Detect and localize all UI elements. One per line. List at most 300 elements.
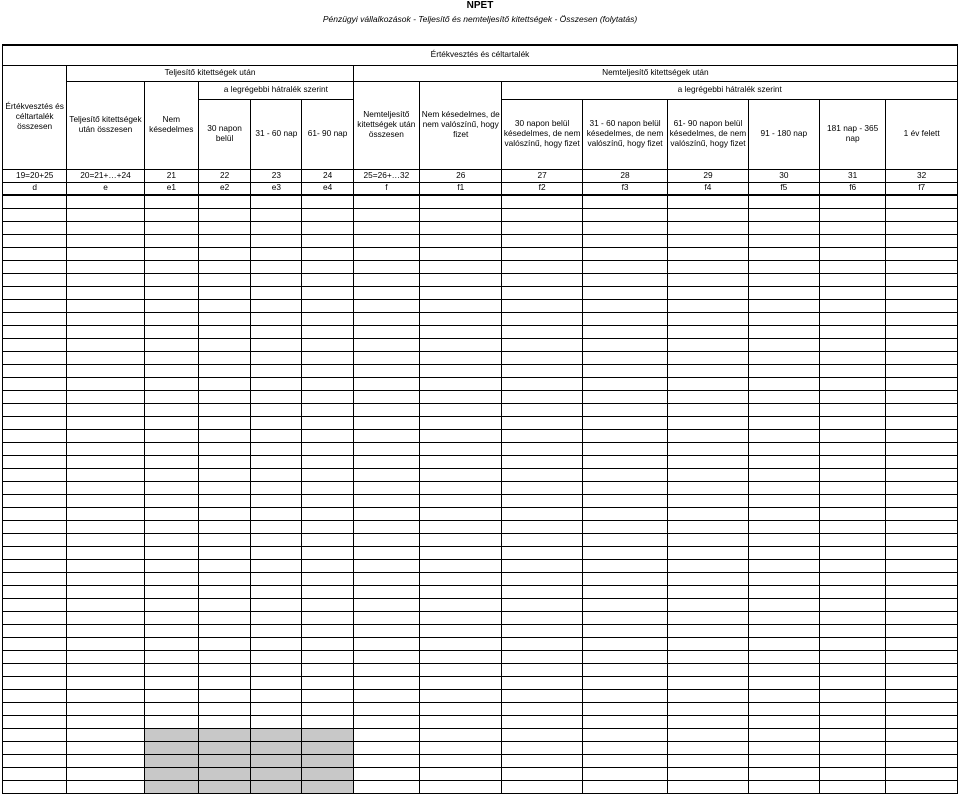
- table-cell[interactable]: [886, 443, 958, 456]
- table-cell[interactable]: [668, 573, 748, 586]
- table-cell[interactable]: [502, 690, 582, 703]
- table-cell[interactable]: [251, 768, 302, 781]
- table-cell[interactable]: [198, 287, 250, 300]
- table-cell[interactable]: [302, 495, 353, 508]
- table-cell[interactable]: [67, 365, 144, 378]
- table-cell[interactable]: [144, 703, 198, 716]
- table-cell[interactable]: [144, 391, 198, 404]
- table-cell[interactable]: [67, 677, 144, 690]
- table-cell[interactable]: [886, 586, 958, 599]
- table-cell[interactable]: [144, 365, 198, 378]
- table-cell[interactable]: [67, 573, 144, 586]
- table-cell[interactable]: [144, 677, 198, 690]
- table-cell[interactable]: [502, 365, 582, 378]
- table-cell[interactable]: [3, 195, 67, 209]
- table-cell[interactable]: [582, 248, 667, 261]
- table-cell[interactable]: [353, 573, 419, 586]
- table-cell[interactable]: [748, 300, 819, 313]
- table-cell[interactable]: [420, 443, 502, 456]
- table-cell[interactable]: [67, 651, 144, 664]
- table-cell[interactable]: [582, 430, 667, 443]
- table-cell[interactable]: [886, 404, 958, 417]
- table-cell[interactable]: [353, 638, 419, 651]
- table-cell[interactable]: [302, 651, 353, 664]
- table-cell[interactable]: [820, 456, 886, 469]
- table-cell[interactable]: [820, 560, 886, 573]
- table-cell[interactable]: [302, 404, 353, 417]
- table-cell[interactable]: [668, 287, 748, 300]
- table-cell[interactable]: [748, 287, 819, 300]
- table-cell[interactable]: [353, 300, 419, 313]
- table-cell[interactable]: [3, 391, 67, 404]
- table-cell[interactable]: [748, 482, 819, 495]
- table-cell[interactable]: [198, 495, 250, 508]
- table-cell[interactable]: [748, 391, 819, 404]
- table-cell[interactable]: [420, 664, 502, 677]
- table-cell[interactable]: [748, 456, 819, 469]
- table-cell[interactable]: [582, 195, 667, 209]
- table-cell[interactable]: [668, 417, 748, 430]
- table-cell[interactable]: [67, 404, 144, 417]
- table-cell[interactable]: [302, 482, 353, 495]
- table-cell[interactable]: [353, 690, 419, 703]
- table-cell[interactable]: [748, 742, 819, 755]
- table-cell[interactable]: [886, 612, 958, 625]
- table-cell[interactable]: [67, 742, 144, 755]
- table-cell[interactable]: [198, 573, 250, 586]
- table-cell[interactable]: [3, 625, 67, 638]
- table-cell[interactable]: [67, 482, 144, 495]
- table-cell[interactable]: [251, 482, 302, 495]
- table-cell[interactable]: [144, 469, 198, 482]
- table-cell[interactable]: [420, 690, 502, 703]
- table-cell[interactable]: [302, 508, 353, 521]
- table-cell[interactable]: [353, 378, 419, 391]
- table-cell[interactable]: [502, 378, 582, 391]
- table-cell[interactable]: [353, 287, 419, 300]
- table-cell[interactable]: [502, 742, 582, 755]
- table-cell[interactable]: [353, 235, 419, 248]
- table-cell[interactable]: [302, 703, 353, 716]
- table-cell[interactable]: [198, 768, 250, 781]
- table-cell[interactable]: [67, 586, 144, 599]
- table-cell[interactable]: [582, 547, 667, 560]
- table-cell[interactable]: [748, 195, 819, 209]
- table-cell[interactable]: [67, 508, 144, 521]
- table-cell[interactable]: [144, 326, 198, 339]
- table-cell[interactable]: [3, 547, 67, 560]
- table-cell[interactable]: [144, 235, 198, 248]
- table-cell[interactable]: [144, 664, 198, 677]
- table-cell[interactable]: [198, 742, 250, 755]
- table-cell[interactable]: [668, 195, 748, 209]
- table-cell[interactable]: [502, 195, 582, 209]
- table-cell[interactable]: [144, 222, 198, 235]
- table-cell[interactable]: [820, 664, 886, 677]
- table-cell[interactable]: [198, 443, 250, 456]
- table-cell[interactable]: [67, 209, 144, 222]
- table-cell[interactable]: [582, 638, 667, 651]
- table-cell[interactable]: [820, 495, 886, 508]
- table-cell[interactable]: [820, 638, 886, 651]
- table-cell[interactable]: [251, 755, 302, 768]
- table-cell[interactable]: [668, 378, 748, 391]
- table-cell[interactable]: [144, 742, 198, 755]
- table-cell[interactable]: [353, 365, 419, 378]
- table-cell[interactable]: [198, 560, 250, 573]
- table-cell[interactable]: [886, 547, 958, 560]
- table-cell[interactable]: [420, 547, 502, 560]
- table-cell[interactable]: [3, 573, 67, 586]
- table-cell[interactable]: [198, 729, 250, 742]
- table-cell[interactable]: [582, 482, 667, 495]
- table-cell[interactable]: [582, 417, 667, 430]
- table-cell[interactable]: [886, 599, 958, 612]
- table-cell[interactable]: [668, 508, 748, 521]
- table-cell[interactable]: [582, 209, 667, 222]
- table-cell[interactable]: [198, 339, 250, 352]
- table-cell[interactable]: [748, 664, 819, 677]
- table-cell[interactable]: [251, 352, 302, 365]
- table-cell[interactable]: [820, 586, 886, 599]
- table-cell[interactable]: [251, 612, 302, 625]
- table-cell[interactable]: [886, 365, 958, 378]
- table-cell[interactable]: [582, 651, 667, 664]
- table-cell[interactable]: [502, 222, 582, 235]
- table-cell[interactable]: [353, 625, 419, 638]
- table-cell[interactable]: [502, 664, 582, 677]
- table-cell[interactable]: [502, 729, 582, 742]
- table-cell[interactable]: [748, 586, 819, 599]
- table-cell[interactable]: [302, 209, 353, 222]
- table-cell[interactable]: [302, 287, 353, 300]
- table-cell[interactable]: [668, 222, 748, 235]
- table-cell[interactable]: [353, 313, 419, 326]
- table-cell[interactable]: [420, 482, 502, 495]
- table-cell[interactable]: [820, 573, 886, 586]
- table-cell[interactable]: [582, 729, 667, 742]
- table-cell[interactable]: [502, 313, 582, 326]
- table-cell[interactable]: [582, 690, 667, 703]
- table-cell[interactable]: [668, 742, 748, 755]
- table-cell[interactable]: [748, 430, 819, 443]
- table-cell[interactable]: [668, 729, 748, 742]
- table-cell[interactable]: [144, 352, 198, 365]
- table-cell[interactable]: [668, 534, 748, 547]
- table-cell[interactable]: [820, 274, 886, 287]
- table-cell[interactable]: [67, 248, 144, 261]
- table-cell[interactable]: [302, 222, 353, 235]
- table-cell[interactable]: [886, 755, 958, 768]
- table-cell[interactable]: [353, 755, 419, 768]
- table-cell[interactable]: [198, 248, 250, 261]
- table-cell[interactable]: [302, 664, 353, 677]
- table-cell[interactable]: [502, 677, 582, 690]
- table-cell[interactable]: [582, 235, 667, 248]
- table-cell[interactable]: [820, 417, 886, 430]
- table-cell[interactable]: [502, 339, 582, 352]
- table-cell[interactable]: [820, 352, 886, 365]
- table-cell[interactable]: [198, 235, 250, 248]
- table-cell[interactable]: [3, 352, 67, 365]
- table-cell[interactable]: [3, 287, 67, 300]
- table-cell[interactable]: [820, 222, 886, 235]
- table-cell[interactable]: [886, 664, 958, 677]
- table-cell[interactable]: [251, 222, 302, 235]
- table-cell[interactable]: [144, 521, 198, 534]
- table-cell[interactable]: [198, 690, 250, 703]
- table-cell[interactable]: [886, 651, 958, 664]
- table-cell[interactable]: [748, 365, 819, 378]
- table-cell[interactable]: [302, 729, 353, 742]
- table-cell[interactable]: [302, 430, 353, 443]
- table-cell[interactable]: [420, 495, 502, 508]
- table-cell[interactable]: [668, 248, 748, 261]
- table-cell[interactable]: [820, 547, 886, 560]
- table-cell[interactable]: [67, 378, 144, 391]
- table-cell[interactable]: [353, 495, 419, 508]
- table-cell[interactable]: [302, 599, 353, 612]
- table-cell[interactable]: [420, 235, 502, 248]
- table-cell[interactable]: [3, 300, 67, 313]
- table-cell[interactable]: [353, 664, 419, 677]
- table-cell[interactable]: [251, 261, 302, 274]
- table-cell[interactable]: [420, 651, 502, 664]
- table-cell[interactable]: [420, 417, 502, 430]
- table-cell[interactable]: [668, 651, 748, 664]
- table-cell[interactable]: [3, 560, 67, 573]
- table-cell[interactable]: [3, 235, 67, 248]
- table-cell[interactable]: [886, 195, 958, 209]
- table-cell[interactable]: [502, 612, 582, 625]
- table-cell[interactable]: [251, 417, 302, 430]
- table-cell[interactable]: [748, 612, 819, 625]
- table-cell[interactable]: [668, 352, 748, 365]
- table-cell[interactable]: [668, 300, 748, 313]
- table-cell[interactable]: [668, 547, 748, 560]
- table-cell[interactable]: [502, 547, 582, 560]
- table-cell[interactable]: [420, 755, 502, 768]
- table-cell[interactable]: [3, 612, 67, 625]
- table-cell[interactable]: [67, 755, 144, 768]
- table-cell[interactable]: [582, 742, 667, 755]
- table-cell[interactable]: [748, 248, 819, 261]
- table-cell[interactable]: [353, 339, 419, 352]
- table-cell[interactable]: [67, 768, 144, 781]
- table-cell[interactable]: [3, 651, 67, 664]
- table-cell[interactable]: [251, 651, 302, 664]
- table-cell[interactable]: [67, 534, 144, 547]
- table-cell[interactable]: [302, 339, 353, 352]
- table-cell[interactable]: [420, 378, 502, 391]
- table-cell[interactable]: [353, 677, 419, 690]
- table-cell[interactable]: [668, 274, 748, 287]
- table-cell[interactable]: [251, 274, 302, 287]
- table-cell[interactable]: [502, 417, 582, 430]
- table-cell[interactable]: [353, 391, 419, 404]
- table-cell[interactable]: [3, 443, 67, 456]
- table-cell[interactable]: [302, 261, 353, 274]
- table-cell[interactable]: [820, 261, 886, 274]
- table-cell[interactable]: [144, 573, 198, 586]
- table-cell[interactable]: [886, 300, 958, 313]
- table-cell[interactable]: [820, 391, 886, 404]
- table-cell[interactable]: [668, 209, 748, 222]
- table-cell[interactable]: [886, 430, 958, 443]
- table-cell[interactable]: [886, 716, 958, 729]
- table-cell[interactable]: [420, 677, 502, 690]
- table-cell[interactable]: [420, 261, 502, 274]
- table-cell[interactable]: [582, 495, 667, 508]
- table-cell[interactable]: [820, 716, 886, 729]
- table-cell[interactable]: [502, 248, 582, 261]
- table-cell[interactable]: [144, 482, 198, 495]
- table-cell[interactable]: [420, 326, 502, 339]
- table-cell[interactable]: [302, 326, 353, 339]
- table-cell[interactable]: [668, 443, 748, 456]
- table-cell[interactable]: [502, 209, 582, 222]
- table-cell[interactable]: [582, 677, 667, 690]
- table-cell[interactable]: [748, 703, 819, 716]
- table-cell[interactable]: [198, 651, 250, 664]
- table-cell[interactable]: [820, 482, 886, 495]
- table-cell[interactable]: [302, 742, 353, 755]
- table-cell[interactable]: [420, 612, 502, 625]
- table-cell[interactable]: [67, 261, 144, 274]
- table-cell[interactable]: [668, 495, 748, 508]
- table-cell[interactable]: [144, 378, 198, 391]
- table-cell[interactable]: [820, 378, 886, 391]
- table-cell[interactable]: [302, 625, 353, 638]
- table-cell[interactable]: [820, 521, 886, 534]
- table-cell[interactable]: [353, 417, 419, 430]
- table-cell[interactable]: [820, 313, 886, 326]
- table-cell[interactable]: [582, 313, 667, 326]
- table-cell[interactable]: [420, 365, 502, 378]
- table-cell[interactable]: [302, 469, 353, 482]
- table-cell[interactable]: [582, 300, 667, 313]
- table-cell[interactable]: [3, 365, 67, 378]
- table-cell[interactable]: [886, 729, 958, 742]
- table-cell[interactable]: [420, 573, 502, 586]
- table-cell[interactable]: [748, 729, 819, 742]
- table-cell[interactable]: [820, 469, 886, 482]
- table-cell[interactable]: [420, 300, 502, 313]
- table-cell[interactable]: [353, 729, 419, 742]
- table-cell[interactable]: [67, 352, 144, 365]
- table-cell[interactable]: [582, 222, 667, 235]
- table-cell[interactable]: [198, 703, 250, 716]
- table-cell[interactable]: [886, 248, 958, 261]
- table-cell[interactable]: [3, 456, 67, 469]
- table-cell[interactable]: [67, 664, 144, 677]
- table-cell[interactable]: [886, 261, 958, 274]
- table-cell[interactable]: [420, 456, 502, 469]
- table-cell[interactable]: [886, 703, 958, 716]
- table-cell[interactable]: [502, 586, 582, 599]
- table-cell[interactable]: [3, 326, 67, 339]
- table-cell[interactable]: [820, 755, 886, 768]
- table-cell[interactable]: [144, 508, 198, 521]
- table-cell[interactable]: [3, 586, 67, 599]
- table-cell[interactable]: [820, 430, 886, 443]
- table-cell[interactable]: [302, 534, 353, 547]
- table-cell[interactable]: [748, 274, 819, 287]
- table-cell[interactable]: [144, 300, 198, 313]
- table-cell[interactable]: [420, 729, 502, 742]
- table-cell[interactable]: [420, 521, 502, 534]
- table-cell[interactable]: [353, 781, 419, 794]
- table-cell[interactable]: [748, 651, 819, 664]
- table-cell[interactable]: [144, 768, 198, 781]
- table-cell[interactable]: [251, 443, 302, 456]
- table-cell[interactable]: [3, 339, 67, 352]
- table-cell[interactable]: [820, 195, 886, 209]
- table-cell[interactable]: [748, 508, 819, 521]
- table-cell[interactable]: [198, 261, 250, 274]
- table-cell[interactable]: [144, 287, 198, 300]
- table-cell[interactable]: [748, 560, 819, 573]
- table-cell[interactable]: [67, 326, 144, 339]
- table-cell[interactable]: [3, 482, 67, 495]
- table-cell[interactable]: [668, 235, 748, 248]
- table-cell[interactable]: [502, 404, 582, 417]
- table-cell[interactable]: [67, 274, 144, 287]
- table-cell[interactable]: [251, 195, 302, 209]
- table-cell[interactable]: [582, 469, 667, 482]
- table-cell[interactable]: [748, 313, 819, 326]
- table-cell[interactable]: [502, 326, 582, 339]
- table-cell[interactable]: [748, 573, 819, 586]
- table-cell[interactable]: [502, 599, 582, 612]
- table-cell[interactable]: [144, 599, 198, 612]
- table-cell[interactable]: [820, 443, 886, 456]
- table-cell[interactable]: [198, 781, 250, 794]
- table-cell[interactable]: [886, 573, 958, 586]
- table-cell[interactable]: [198, 313, 250, 326]
- table-cell[interactable]: [302, 781, 353, 794]
- table-cell[interactable]: [302, 716, 353, 729]
- table-cell[interactable]: [353, 248, 419, 261]
- table-cell[interactable]: [67, 222, 144, 235]
- table-cell[interactable]: [420, 508, 502, 521]
- table-cell[interactable]: [420, 391, 502, 404]
- table-cell[interactable]: [144, 274, 198, 287]
- table-cell[interactable]: [67, 716, 144, 729]
- table-cell[interactable]: [502, 287, 582, 300]
- table-cell[interactable]: [67, 195, 144, 209]
- table-cell[interactable]: [820, 339, 886, 352]
- table-cell[interactable]: [302, 365, 353, 378]
- table-cell[interactable]: [420, 638, 502, 651]
- table-cell[interactable]: [502, 703, 582, 716]
- table-cell[interactable]: [302, 300, 353, 313]
- table-cell[interactable]: [198, 534, 250, 547]
- table-cell[interactable]: [502, 352, 582, 365]
- table-cell[interactable]: [251, 235, 302, 248]
- table-cell[interactable]: [748, 599, 819, 612]
- table-cell[interactable]: [502, 573, 582, 586]
- table-cell[interactable]: [302, 586, 353, 599]
- table-cell[interactable]: [198, 677, 250, 690]
- table-cell[interactable]: [668, 456, 748, 469]
- table-cell[interactable]: [582, 404, 667, 417]
- table-cell[interactable]: [3, 404, 67, 417]
- table-cell[interactable]: [820, 781, 886, 794]
- table-cell[interactable]: [144, 404, 198, 417]
- table-cell[interactable]: [251, 495, 302, 508]
- table-cell[interactable]: [668, 482, 748, 495]
